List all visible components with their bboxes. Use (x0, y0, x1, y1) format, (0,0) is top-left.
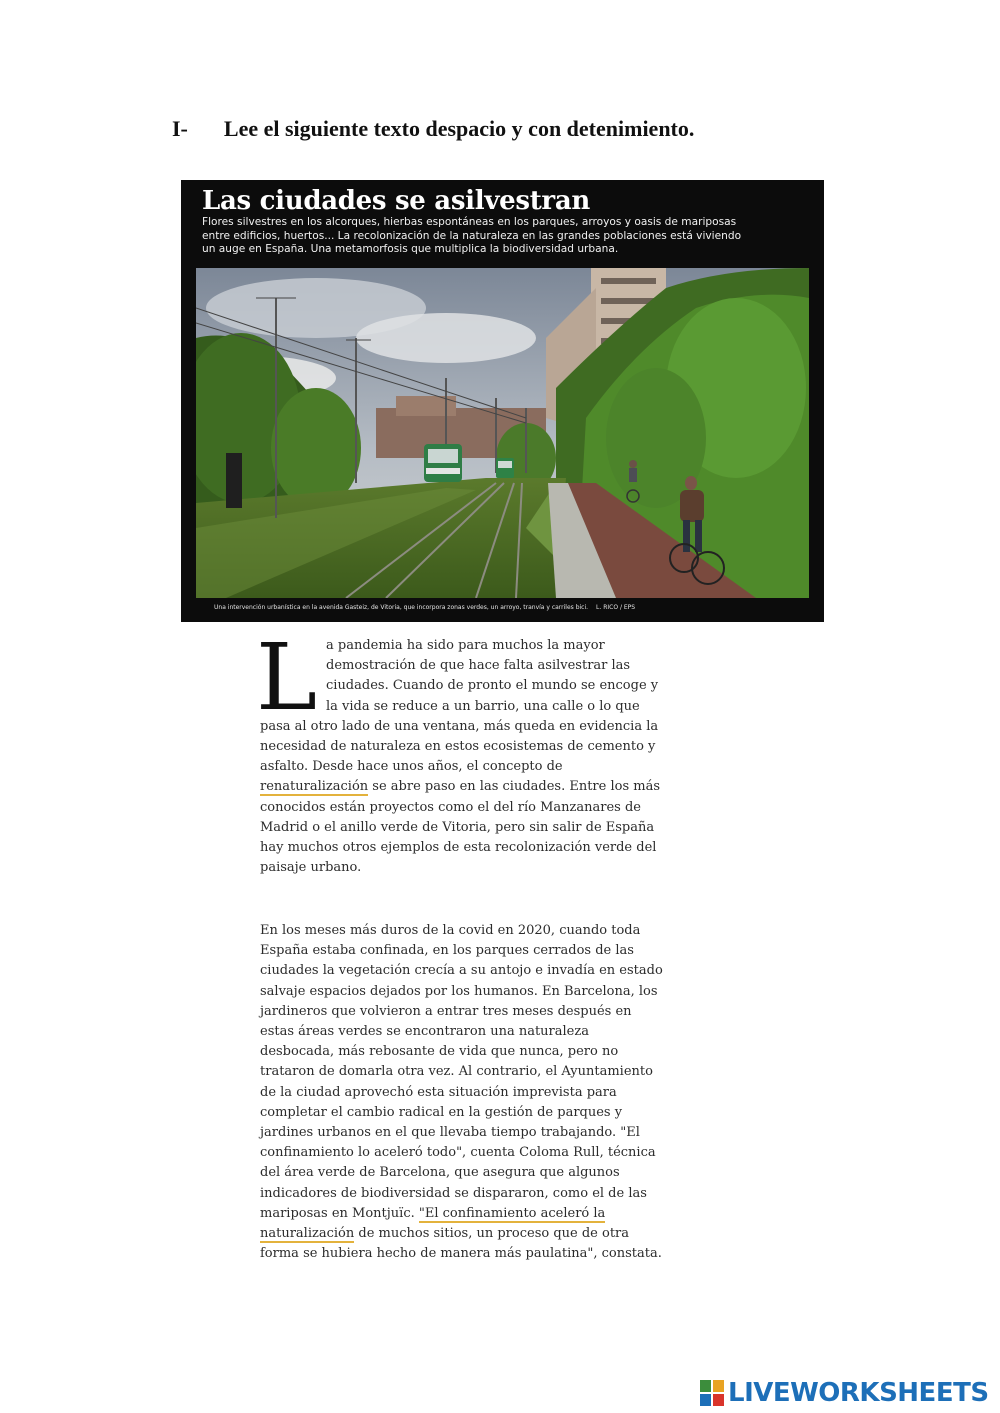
text-line: salvaje espacios dejados por los humanos. En Barcelona, los (260, 983, 658, 999)
drop-cap: L (256, 624, 318, 731)
text-line (260, 777, 730, 797)
figure-title: Las ciudades se asilvestran (202, 186, 590, 216)
exercise-instruction: Lee el siguiente texto despacio y con detenimiento. (223, 116, 695, 141)
article-paragraph-1 (256, 624, 730, 878)
street-tram-photo (196, 268, 809, 598)
figure-subtitle-line: un auge en España. Una metamorfosis que multiplica la biodiversidad urbana. (202, 243, 619, 255)
text-line: ciudades la vegetación crecía a su antojo e invadía en estado (260, 963, 663, 979)
text-line: ciudades. Cuando de pronto el mundo se encoge y (326, 678, 659, 694)
text-line: paisaje urbano. (260, 860, 362, 876)
text-line: trataron de domarla otra vez. Al contrario, el Ayuntamiento (260, 1064, 653, 1080)
text-line: demostración de que hace falta asilvestrar las (326, 658, 631, 674)
highlighted-quote: "El confinamiento aceleró la (418, 1205, 606, 1221)
text-line: asfalto. Desde hace unos años, el concepto de (260, 759, 563, 775)
text-line (260, 1224, 730, 1244)
text-line: hay muchos otros ejemplos de esta recolonización verde del (260, 840, 657, 856)
text-line: España estaba confinada, en los parques cerrados de las (260, 943, 634, 959)
caption-text: Una intervención urbanística en la avenida Gasteiz, de Vitoria, que incorpora zonas verdes, un arroyo, tranvía y carriles bici. (214, 604, 589, 611)
figure-subtitle-line: entre edificios, huertos... La recolonización de la naturaleza en las grandes poblaciones está viviendo (202, 229, 742, 242)
text-line: forma se hubiera hecho de manera más paulatina", constata. (260, 1246, 662, 1262)
text-line: de la ciudad aprovechó esta situación imprevista para (260, 1084, 617, 1100)
text-line: jardineros que volvieron a entrar tres meses después en (260, 1003, 632, 1019)
figure-caption (214, 604, 635, 611)
highlighted-term: naturalización (260, 1226, 355, 1242)
exercise-numeral: I- (172, 116, 188, 141)
text-line: desbocada, más rebosante de vida que nunca, pero no (260, 1044, 619, 1060)
logo-text: LIVEWORKSHEETS (728, 1378, 989, 1408)
text-line: jardines urbanos en el que llevaba tiempo trabajando. "El (260, 1125, 640, 1141)
text-fragment: se abre paso en las ciudades. Entre los más (368, 779, 661, 795)
text-line: a pandemia ha sido para muchos la mayor (326, 638, 605, 653)
text-line: confinamiento lo aceleró todo", cuenta Coloma Rull, técnica (260, 1145, 656, 1161)
text-line: pasa al otro lado de una ventana, más queda en evidencia la (260, 718, 659, 734)
text-line: indicadores de biodiversidad se dispararon, como el de las (260, 1185, 647, 1201)
text-line: del área verde de Barcelona, que asegura que algunos (260, 1165, 620, 1181)
liveworksheets-logo-icon (700, 1380, 724, 1406)
text-line: estas áreas verdes se encontraron una naturaleza (260, 1024, 589, 1040)
text-line: necesidad de naturaleza en estos ecosistemas de cemento y (260, 739, 656, 755)
liveworksheets-logo (700, 1379, 989, 1407)
highlighted-term: renaturalización (260, 779, 369, 795)
article-figure (181, 180, 824, 622)
text-line (260, 1204, 730, 1224)
text-line: completar el cambio radical en la gestión de parques y (260, 1104, 623, 1120)
exercise-heading (172, 116, 694, 142)
text-line: En los meses más duros de la covid en 2020, cuando toda (260, 923, 641, 938)
text-line: la vida se reduce a un barrio, una calle o lo que (326, 698, 640, 714)
figure-subtitle-line: Flores silvestres en los alcorques, hierbas espontáneas en los parques, arroyos y oasis de mariposas (202, 216, 737, 228)
text-fragment: mariposas en Montjuïc. (260, 1205, 419, 1221)
text-line: conocidos están proyectos como el del río Manzanares de (260, 799, 641, 815)
photo-credit: L. RICO / EPS (596, 604, 636, 611)
figure-subtitle (202, 216, 802, 257)
article-paragraph-2 (260, 921, 730, 1264)
text-fragment: de muchos sitios, un proceso que de otra (354, 1226, 630, 1242)
text-line: Madrid o el anillo verde de Vitoria, pero sin salir de España (260, 819, 655, 835)
